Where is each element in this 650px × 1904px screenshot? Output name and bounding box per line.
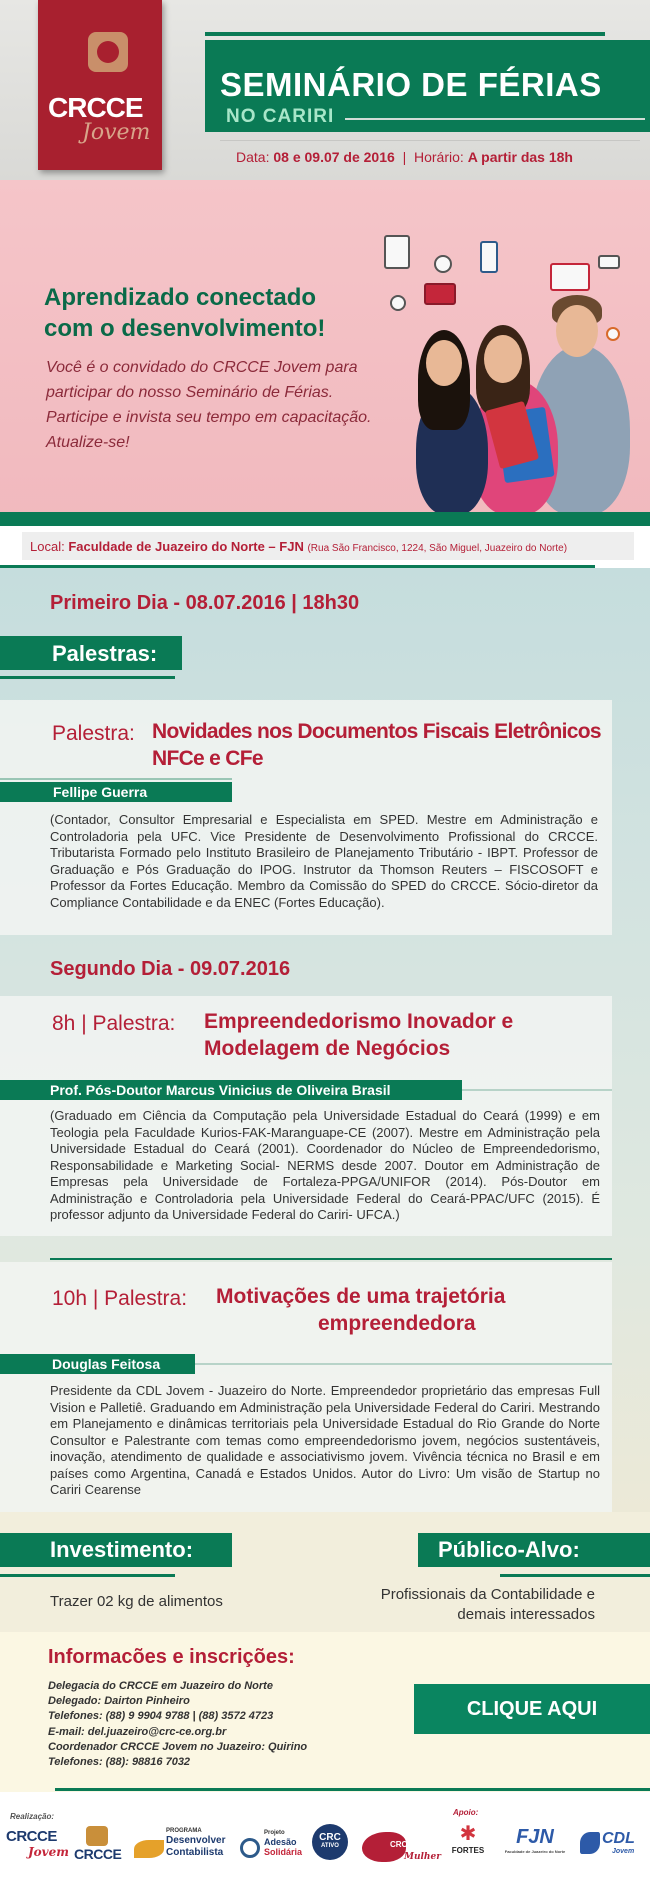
palestras-label: Palestras:	[52, 641, 158, 666]
location-text	[30, 539, 567, 554]
footer-crcce-emblem-icon	[86, 1826, 108, 1846]
footer-as-program: Projeto	[264, 1830, 285, 1836]
day2-title: Segundo Dia - 09.07.2016	[50, 958, 291, 980]
presentation-icon	[550, 263, 590, 291]
investment-text: Trazer 02 kg de alimentos	[50, 1593, 223, 1610]
footer-logo-crcce-mulher[interactable]	[358, 1826, 441, 1870]
info-delegado: Delegado: Dairton Pinheiro	[48, 1695, 190, 1708]
location-name: Faculdade de Juazeiro do Norte – FJN	[68, 539, 304, 554]
footer-logo-crcce[interactable]	[74, 1826, 126, 1870]
footer-fortes-star-icon: ✱	[459, 1823, 477, 1845]
info-coordenador-telefone: Telefones: (88): 98816 7032	[48, 1756, 191, 1769]
title-accent-line	[205, 32, 605, 36]
info-telefones: Telefones: (88) 9 9904 9788 | (88) 3572 4723	[48, 1710, 274, 1723]
crcce-jovem-logo[interactable]	[38, 0, 162, 170]
footer-as-line-1: Adesão	[264, 1837, 297, 1847]
footer-fjn-sub: Faculdade de Juazeiro do Norte	[504, 1849, 566, 1854]
footer-mulher-sub: Mulher	[404, 1852, 441, 1862]
day2-talk2-label: 10h | Palestra:	[52, 1287, 188, 1310]
footer-dc-line-2: Contabilista	[166, 1847, 224, 1858]
event-date	[236, 149, 573, 165]
day2-talk1-title-line-1: Empreendedorismo Inovador e	[204, 1010, 514, 1033]
page-title: SEMINÁRIO DE FÉRIAS	[220, 66, 602, 103]
footer-logo-adesao-solidaria[interactable]	[240, 1826, 302, 1870]
palestras-underline	[0, 676, 175, 679]
audience-text	[320, 1585, 595, 1625]
footer-logo-cdl-jovem[interactable]	[580, 1828, 646, 1868]
student-woman-left-head	[426, 340, 462, 386]
talk-divider	[50, 1258, 612, 1260]
hero-headline-line-2: com o desenvolvimento!	[44, 315, 326, 342]
footer-logo-crc-ativo[interactable]	[312, 1824, 348, 1860]
day1-talk-title-line-1: Novidades nos Documentos Fiscais Eletrônicos	[152, 720, 601, 743]
day2-talk2-title-line-1: Motivações de uma trajetória	[216, 1285, 506, 1308]
realizacao-label: Realização:	[10, 1812, 55, 1821]
logo-crcce-text: CRCCE	[48, 92, 143, 123]
day2-talk1-bio: (Graduado em Ciência da Computação pela Universidade Estadual do Ceará (1999) e em Teologia pela Faculdade Kurios-FAK-Maranguape-CE (2007). Mestre em Administração pela Universidade Estadual do Ceará (2001). Coordenador do Núcleo de Empreendedorismo, Responsabilidade e Marketing Social- NERMS desde 2007. Doutor em Administração de Empresas pela Universidade de Fortaleza-PPGA/UNIFOR (2014). Pós-Doutor em Administração e Controladoria pela Universidade Federal do Ceará-PPAC/UFC (2015). É professor adjunto da Universidade Federal do Cariri- UFCA.)	[50, 1108, 600, 1222]
investment-underline	[0, 1574, 175, 1577]
footer-fortes-text: FORTES	[451, 1846, 485, 1855]
day2-talk2-speaker-line	[195, 1363, 612, 1365]
page-subtitle: NO CARIRI	[226, 106, 335, 127]
day2-talk1-speaker-line	[462, 1089, 612, 1091]
day2-talk1-speaker: Prof. Pós-Doutor Marcus Vinicius de Oliveira Brasil	[0, 1080, 462, 1100]
document-icon	[384, 235, 410, 269]
day1-talk-title	[152, 718, 622, 772]
info-coordenador: Coordenador CRCCE Jovem no Juazeiro: Quirino	[48, 1740, 308, 1753]
audience-text-line-1: Profissionais da Contabilidade e	[380, 1586, 595, 1603]
hero-divider-bar	[0, 512, 650, 526]
hero-headline	[44, 282, 384, 344]
footer-logo-jovem-text: Jovem	[28, 1845, 69, 1859]
day2-talk2-title	[216, 1283, 596, 1337]
time-value: A partir das 18h	[467, 149, 573, 165]
footer-logo-desenvolver-contabilista[interactable]	[134, 1826, 234, 1870]
info-title: Informacões e inscrições:	[48, 1646, 295, 1668]
audience-title: Público-Alvo:	[438, 1537, 580, 1562]
crc-emblem-icon	[88, 32, 128, 72]
info-contact-lines	[48, 1679, 378, 1770]
gear-icon	[390, 295, 406, 311]
footer-dc-line-1: Desenvolver	[166, 1835, 226, 1846]
day1-speaker-bio: (Contador, Consultor Empresarial e Especialista em SPED. Mestre em Administração e Controladoria pela UFC. Vice Presidente de Desenvolvimento Profissional do CRCCE. Tributarista Formado pelo Instituto Brasileiro de Planejamento Tributário - IBPT. Professor de Graduação e Pós Graduação do IPOG. Instrutor da Thomson Reuters – FISCOSOFT e Professor da Fortes Educação. Membro da Comissão do SPED do CRCCE. Sócio-diretor da Compliance Contabilidade e da ENEC (Fortes Educação).	[50, 812, 598, 910]
tag-icon	[598, 255, 620, 269]
day2-talk1-title-line-2: Modelagem de Negócios	[204, 1037, 451, 1060]
logo-jovem-text: Jovem	[82, 120, 151, 145]
subtitle-divider	[345, 118, 645, 120]
date-label: Data:	[236, 149, 270, 165]
students-illustration	[380, 215, 645, 515]
footer-logo-crcce-jovem-text: CRCCE	[6, 1828, 57, 1845]
day1-speaker-line	[0, 778, 232, 780]
day2-talk1-title	[204, 1008, 604, 1062]
footer-fjn-text: FJN	[516, 1826, 554, 1848]
day1-title: Primeiro Dia - 08.07.2016 | 18h30	[50, 592, 360, 614]
day1-talk-title-line-2: NFCe e CFe	[152, 747, 263, 770]
day1-speaker: Fellipe Guerra	[0, 782, 232, 802]
investment-title: Investimento:	[50, 1537, 194, 1562]
footer-crc-ativo-line-2: ATIVO	[321, 1843, 339, 1849]
footer-cdl-text: CDL	[602, 1830, 635, 1847]
day1-talk-label: Palestra:	[52, 722, 135, 745]
footer-mulher-crcce: CRCCE	[390, 1840, 419, 1849]
day2-talk1-label: 8h | Palestra:	[52, 1012, 176, 1035]
footer-crc-ativo-line-1: CRC	[319, 1832, 341, 1843]
date-separator: |	[398, 149, 411, 165]
footer-logo-fjn[interactable]	[500, 1826, 570, 1870]
user-chat-icon	[434, 255, 452, 273]
gear-icon-small	[606, 327, 620, 341]
day2-talk2-title-line-2: empreendedora	[318, 1312, 476, 1335]
time-label: Horário:	[414, 149, 464, 165]
day2-talk2-speaker: Douglas Feitosa	[0, 1354, 195, 1374]
info-divider	[55, 1788, 650, 1791]
footer-logo-crcce-text: CRCCE	[74, 1846, 122, 1862]
phone-icon	[480, 241, 498, 273]
footer-as-hand-icon	[240, 1838, 260, 1858]
footer-logo-fortes[interactable]	[448, 1822, 488, 1866]
hero-paragraph: Você é o convidado do CRCCE Jovem para participar do nosso Seminário de Férias. Participe e invista seu tempo em capacitação. Atualize-se!	[46, 359, 372, 451]
footer-dc-swoosh-icon	[134, 1840, 164, 1858]
footer-logo-crcce-jovem[interactable]	[6, 1828, 68, 1868]
audience-text-line-2: demais interessados	[457, 1606, 595, 1623]
student-woman-middle-head	[484, 335, 522, 383]
footer-cdl-swoosh-icon	[580, 1832, 600, 1854]
student-man-head	[556, 305, 598, 357]
footer-as-line-2: Solidária	[264, 1847, 303, 1857]
info-delegacia: Delegacia do CRCCE em Juazeiro do Norte	[48, 1680, 273, 1692]
clique-aqui-button[interactable]: CLIQUE AQUI	[414, 1684, 650, 1734]
hero-headline-line-1: Aprendizado conectado	[44, 284, 317, 311]
apoio-label: Apoio:	[453, 1808, 479, 1817]
mail-icon	[424, 283, 456, 305]
audience-underline	[500, 1574, 650, 1577]
day2-talk2-bio: Presidente da CDL Jovem - Juazeiro do Norte. Empreendedor proprietário das empresas Full Vision e Palletiê. Graduando em Administração pela Universidade Federal do Cariri. Mestrando em Planejamento e dinâmicas territoriais pela Universidade Estadual do Rio Grande do Norte Consultor e Palestrante com temas como empreendedorismo jovem, negócios sustentáveis, inovação, atendimento de qualidade e associativismo jovem. Vivência técnica no Brasil e em países como Argentina, Canadá e Estados Unidos. Autor do Livro: Um visão de Startup no Cariri Cearense	[50, 1383, 600, 1497]
location-label: Local:	[30, 539, 65, 554]
footer-cdl-sub: Jovem	[612, 1848, 635, 1855]
footer-dc-program: PROGRAMA	[166, 1828, 202, 1834]
info-email[interactable]: E-mail: del.juazeiro@crc-ce.org.br	[48, 1725, 227, 1738]
date-value: 08 e 09.07 de 2016	[273, 149, 395, 165]
location-address: (Rua São Francisco, 1224, São Miguel, Juazeiro do Norte)	[307, 543, 568, 554]
